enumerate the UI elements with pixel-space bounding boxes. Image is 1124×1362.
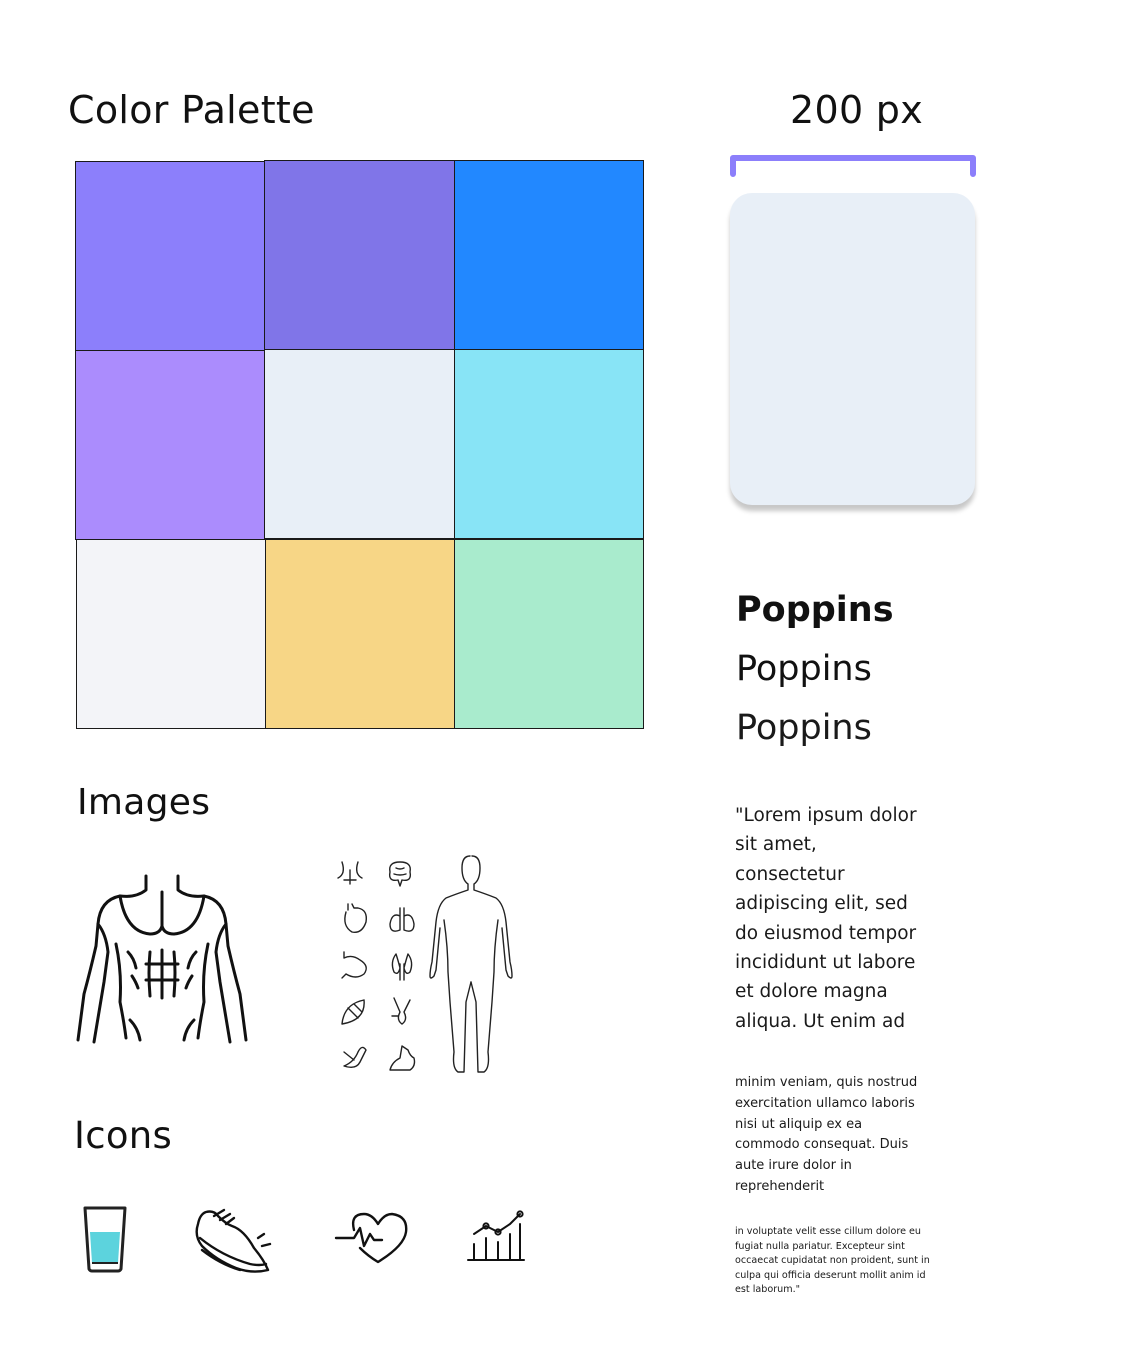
muscular-torso-illustration bbox=[76, 872, 248, 1044]
icons-heading: Icons bbox=[74, 1114, 173, 1157]
swatch-soft-yellow bbox=[265, 539, 455, 729]
images-heading: Images bbox=[77, 782, 211, 823]
width-bracket bbox=[729, 154, 977, 176]
swatch-lavender bbox=[75, 350, 265, 540]
line-chart-icon bbox=[466, 1210, 526, 1262]
running-shoe-icon bbox=[192, 1208, 272, 1276]
swatch-off-white bbox=[76, 539, 266, 729]
heart-rate-icon bbox=[334, 1212, 410, 1264]
font-sample-bold: Poppins bbox=[736, 590, 894, 630]
font-sample-medium: Poppins bbox=[736, 649, 872, 689]
swatch-medium-purple bbox=[75, 161, 265, 351]
body-text-large: "Lorem ipsum dolor sit amet, consectetur adipiscing elit, sed do eiusmod tempor incididunt ut labore et dolore magna aliqua. Ut enim ad bbox=[735, 805, 917, 1032]
swatch-mint-green bbox=[454, 539, 644, 729]
swatch-sky-cyan bbox=[454, 349, 644, 539]
color-palette-heading: Color Palette bbox=[68, 88, 315, 132]
swatch-slate-purple bbox=[264, 160, 455, 350]
body-text-small: in voluptate velit esse cillum dolore eu fugiat nulla pariatur. Excepteur sint occaecat cupidatat non proident, sunt in culpa qui officia deserunt mollit anim id est laborum." bbox=[735, 1226, 930, 1296]
swatch-pale-blue-grey bbox=[264, 349, 455, 539]
font-sample-regular: Poppins bbox=[736, 708, 872, 748]
body-text-medium: minim veniam, quis nostrud exercitation ullamco laboris nisi ut aliquip ex ea commodo consequat. Duis aute irure dolor in reprehenderit bbox=[735, 1075, 918, 1194]
swatch-bright-blue bbox=[454, 160, 644, 350]
human-body-organs-illustration bbox=[332, 852, 518, 1078]
card-sample bbox=[730, 193, 975, 505]
water-glass-icon bbox=[82, 1205, 128, 1273]
card-width-label: 200 px bbox=[790, 88, 924, 132]
